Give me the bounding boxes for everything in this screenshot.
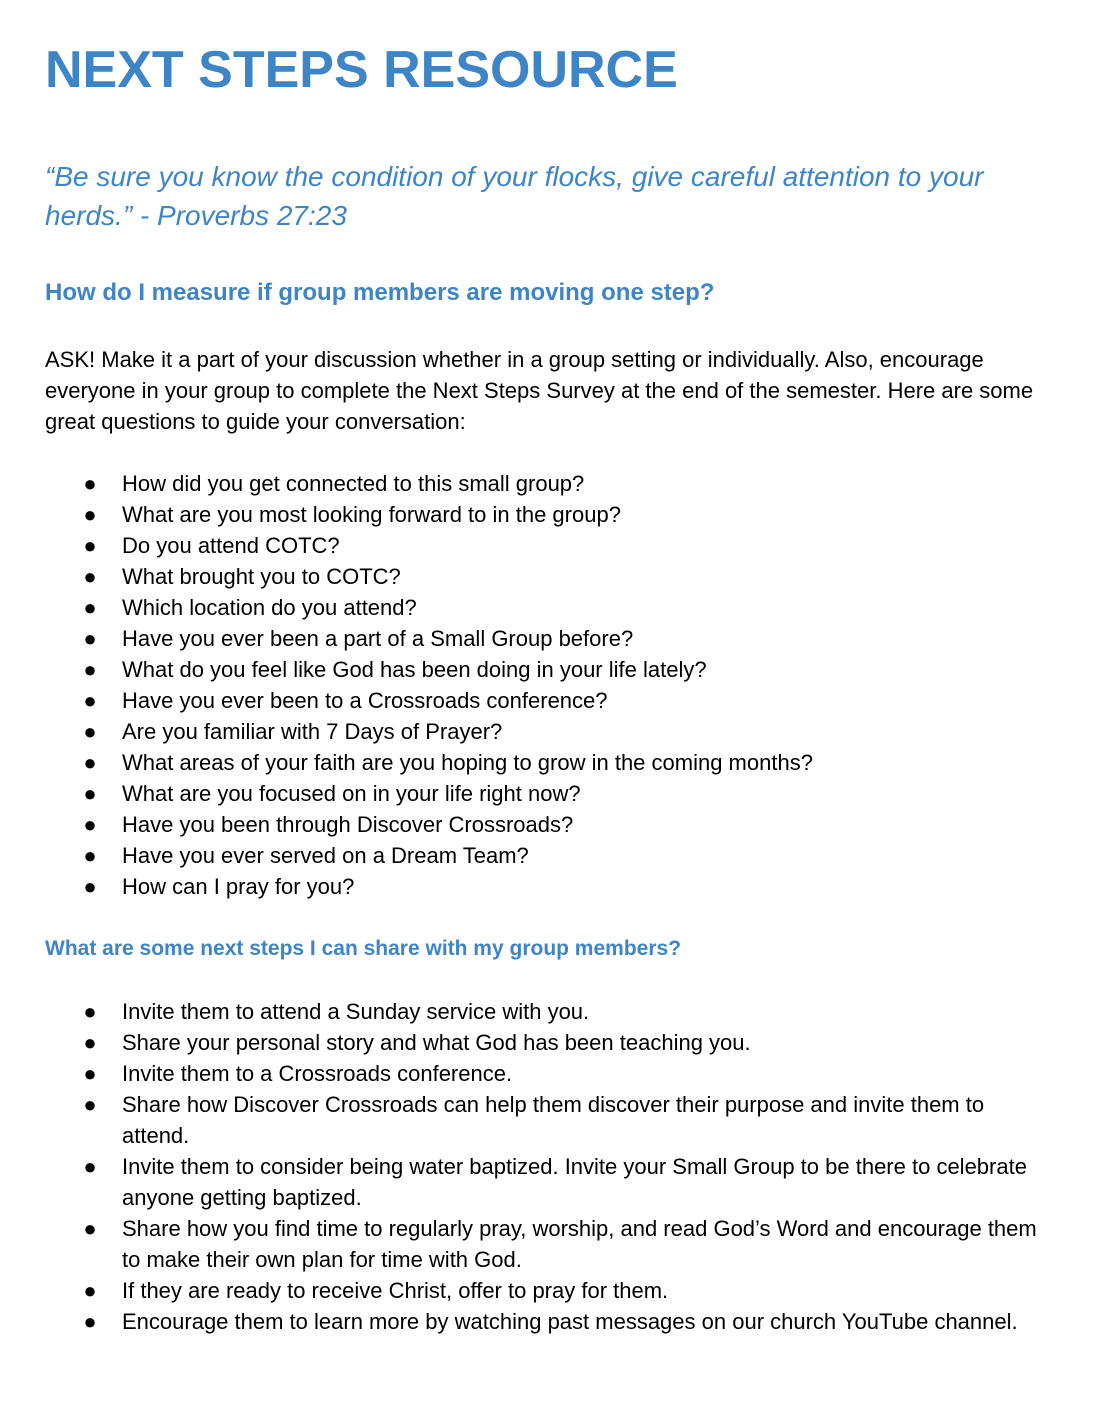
page-title: NEXT STEPS RESOURCE (45, 41, 678, 99)
question-list-item (45, 840, 1055, 871)
list-item-text: What are you most looking forward to in the group? (122, 502, 621, 527)
question-list-item (45, 716, 1055, 747)
list-item-text: How can I pray for you? (122, 874, 355, 899)
next-steps-list (45, 996, 1055, 1337)
bullet-icon: ● (83, 999, 97, 1024)
question-list-item (45, 685, 1055, 716)
section-heading-next-steps: What are some next steps I can share with my group members? (45, 937, 682, 960)
bullet-icon: ● (83, 1309, 97, 1334)
bullet-icon: ● (83, 781, 97, 806)
bullet-icon: ● (83, 812, 97, 837)
question-list (45, 468, 1055, 902)
list-item-text: Invite them to attend a Sunday service with you. (122, 999, 590, 1024)
question-list-item (45, 654, 1055, 685)
bullet-icon: ● (83, 471, 97, 496)
section-heading-measure: How do I measure if group members are moving one step? (45, 279, 715, 306)
next-step-list-item (45, 1306, 1055, 1337)
bullet-icon: ● (83, 1030, 97, 1055)
list-item-text: Are you familiar with 7 Days of Prayer? (122, 719, 503, 744)
list-item-text: Have you ever been a part of a Small Group before? (122, 626, 634, 651)
list-item-text: Invite them to a Crossroads conference. (122, 1061, 513, 1086)
list-item-text: Have you been through Discover Crossroads? (122, 812, 574, 837)
bullet-icon: ● (83, 1061, 97, 1086)
question-list-item (45, 561, 1055, 592)
next-step-list-item (45, 1027, 1055, 1058)
question-list-item (45, 623, 1055, 654)
list-item-text: Have you ever served on a Dream Team? (122, 843, 529, 868)
list-item-text: Do you attend COTC? (122, 533, 340, 558)
list-item-text: Which location do you attend? (122, 595, 417, 620)
bullet-icon: ● (83, 564, 97, 589)
next-step-list-item (45, 1089, 1055, 1151)
bullet-icon: ● (83, 1278, 97, 1303)
bullet-icon: ● (83, 843, 97, 868)
intro-paragraph: ASK! Make it a part of your discussion whether in a group setting or individually. Also, encourage everyone in your group to complete the Next Steps Survey at the end of the semester. Here are some great questions to guide your conversation: (45, 347, 1034, 434)
list-item-text: What are you focused on in your life right now? (122, 781, 581, 806)
list-item-text: Invite them to consider being water baptized. Invite your Small Group to be there to celebrate anyone getting baptized. (122, 1154, 1027, 1210)
bullet-icon: ● (83, 657, 97, 682)
list-item-text: Share how Discover Crossroads can help them discover their purpose and invite them to attend. (122, 1092, 985, 1148)
question-list-item (45, 530, 1055, 561)
question-list-item (45, 809, 1055, 840)
next-step-list-item (45, 1151, 1055, 1213)
question-list-item (45, 871, 1055, 902)
bullet-icon: ● (83, 502, 97, 527)
question-list-item (45, 747, 1055, 778)
bullet-icon: ● (83, 688, 97, 713)
list-item-text: What do you feel like God has been doing in your life lately? (122, 657, 707, 682)
bullet-icon: ● (83, 874, 97, 899)
list-item-text: What areas of your faith are you hoping to grow in the coming months? (122, 750, 813, 775)
bullet-icon: ● (83, 1092, 97, 1117)
bullet-icon: ● (83, 1216, 97, 1241)
list-item-text: Share your personal story and what God has been teaching you. (122, 1030, 751, 1055)
bullet-icon: ● (83, 750, 97, 775)
bullet-icon: ● (83, 1154, 97, 1179)
list-item-text: Have you ever been to a Crossroads conference? (122, 688, 608, 713)
list-item-text: How did you get connected to this small group? (122, 471, 585, 496)
next-step-list-item (45, 1213, 1055, 1275)
bullet-icon: ● (83, 533, 97, 558)
list-item-text: What brought you to COTC? (122, 564, 401, 589)
list-item-text: Share how you find time to regularly pray, worship, and read God’s Word and encourage them to make their own plan for time with God. (122, 1216, 1037, 1272)
question-list-item (45, 468, 1055, 499)
question-list-item (45, 778, 1055, 809)
next-step-list-item (45, 1275, 1055, 1306)
bullet-icon: ● (83, 595, 97, 620)
bullet-icon: ● (83, 719, 97, 744)
question-list-item (45, 592, 1055, 623)
next-step-list-item (45, 996, 1055, 1027)
bullet-icon: ● (83, 626, 97, 651)
scripture-quote: “Be sure you know the condition of your flocks, give careful attention to your herds.” - Proverbs 27:23 (45, 161, 984, 231)
question-list-item (45, 499, 1055, 530)
list-item-text: If they are ready to receive Christ, offer to pray for them. (122, 1278, 669, 1303)
next-step-list-item (45, 1058, 1055, 1089)
list-item-text: Encourage them to learn more by watching past messages on our church YouTube channel. (122, 1309, 1018, 1334)
